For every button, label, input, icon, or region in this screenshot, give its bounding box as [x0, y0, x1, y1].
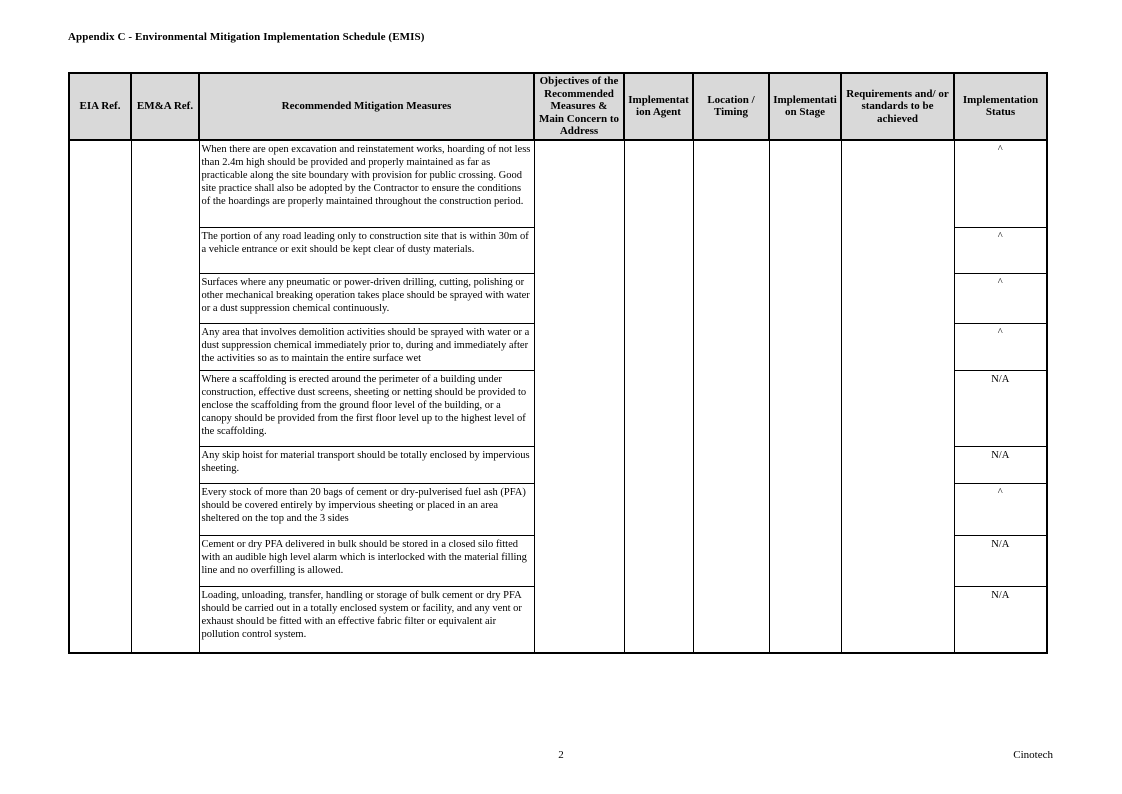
- cell-status: ^: [954, 140, 1047, 228]
- cell-status: ^: [954, 324, 1047, 371]
- col-header-ema-ref: EM&A Ref.: [131, 73, 199, 140]
- cell-status: ^: [954, 228, 1047, 274]
- col-header-recommended-measures: Recommended Mitigation Measures: [199, 73, 534, 140]
- cell-status: N/A: [954, 536, 1047, 587]
- cell-status: N/A: [954, 587, 1047, 653]
- cell-stage-empty: [769, 140, 841, 653]
- col-header-requirements: Requirements and/ or standards to be achieved: [841, 73, 954, 140]
- emis-table: [68, 72, 1048, 654]
- cell-measure: Where a scaffolding is erected around the perimeter of a building under construction, effective dust screens, sheeting or netting should be provided to enclose the scaffolding from the ground floor level of the building, or a canopy should be provided from the first floor level up to the highest level of the scaffolding.: [199, 371, 534, 447]
- cell-measure: Every stock of more than 20 bags of cement or dry-pulverised fuel ash (PFA) should be covered entirely by impervious sheeting or placed in an area sheltered on the top and the 3 sides: [199, 484, 534, 536]
- col-header-implementation-status: Implementation Status: [954, 73, 1047, 140]
- cell-measure: The portion of any road leading only to construction site that is within 30m of a vehicle entrance or exit should be kept clear of dusty materials.: [199, 228, 534, 274]
- cell-measure: When there are open excavation and reinstatement works, hoarding of not less than 2.4m high should be provided and properly maintained as far as practicable along the site boundary with provision for public crossing. Good site practice shall also be adopted by the Contractor to ensure the conditions of the hoardings are properly maintained throughout the construction period.: [199, 140, 534, 228]
- col-header-implementation-agent: Implementation Agent: [624, 73, 693, 140]
- cell-measure: Surfaces where any pneumatic or power-driven drilling, cutting, polishing or other mechanical breaking operation takes place should be sprayed with water or a dust suppression chemical continuously.: [199, 274, 534, 324]
- cell-measure: Any area that involves demolition activities should be sprayed with water or a dust suppression chemical immediately prior to, during and immediately after the activities so as to maintain the entire surface wet: [199, 324, 534, 371]
- company-name: Cinotech: [1013, 749, 1053, 761]
- cell-measure: Cement or dry PFA delivered in bulk should be stored in a closed silo fitted with an audible high level alarm which is interlocked with the material filling line and no overfilling is allowed.: [199, 536, 534, 587]
- cell-status: ^: [954, 274, 1047, 324]
- page-title: Appendix C - Environmental Mitigation Implementation Schedule (EMIS): [68, 31, 425, 43]
- cell-eia-ref-empty: [69, 140, 131, 653]
- cell-status: N/A: [954, 447, 1047, 484]
- cell-objectives-empty: [534, 140, 624, 653]
- page-footer: [0, 749, 1122, 761]
- col-header-location-timing: Location / Timing: [693, 73, 769, 140]
- cell-status: ^: [954, 484, 1047, 536]
- col-header-eia-ref: EIA Ref.: [69, 73, 131, 140]
- table-header-row: [69, 73, 1047, 140]
- table-row: [69, 140, 1047, 228]
- cell-agent-empty: [624, 140, 693, 653]
- cell-ema-ref-empty: [131, 140, 199, 653]
- cell-status: N/A: [954, 371, 1047, 447]
- cell-measure: Any skip hoist for material transport should be totally enclosed by impervious sheeting.: [199, 447, 534, 484]
- col-header-objectives: Objectives of the Recommended Measures & Main Concern to Address: [534, 73, 624, 140]
- col-header-implementation-stage: Implementation Stage: [769, 73, 841, 140]
- cell-measure: Loading, unloading, transfer, handling or storage of bulk cement or dry PFA should be carried out in a totally enclosed system or facility, and any vent or exhaust should be fitted with an effective fabric filter or equivalent air pollution control system.: [199, 587, 534, 653]
- cell-location-empty: [693, 140, 769, 653]
- cell-requirements-empty: [841, 140, 954, 653]
- page-number: 2: [558, 749, 564, 761]
